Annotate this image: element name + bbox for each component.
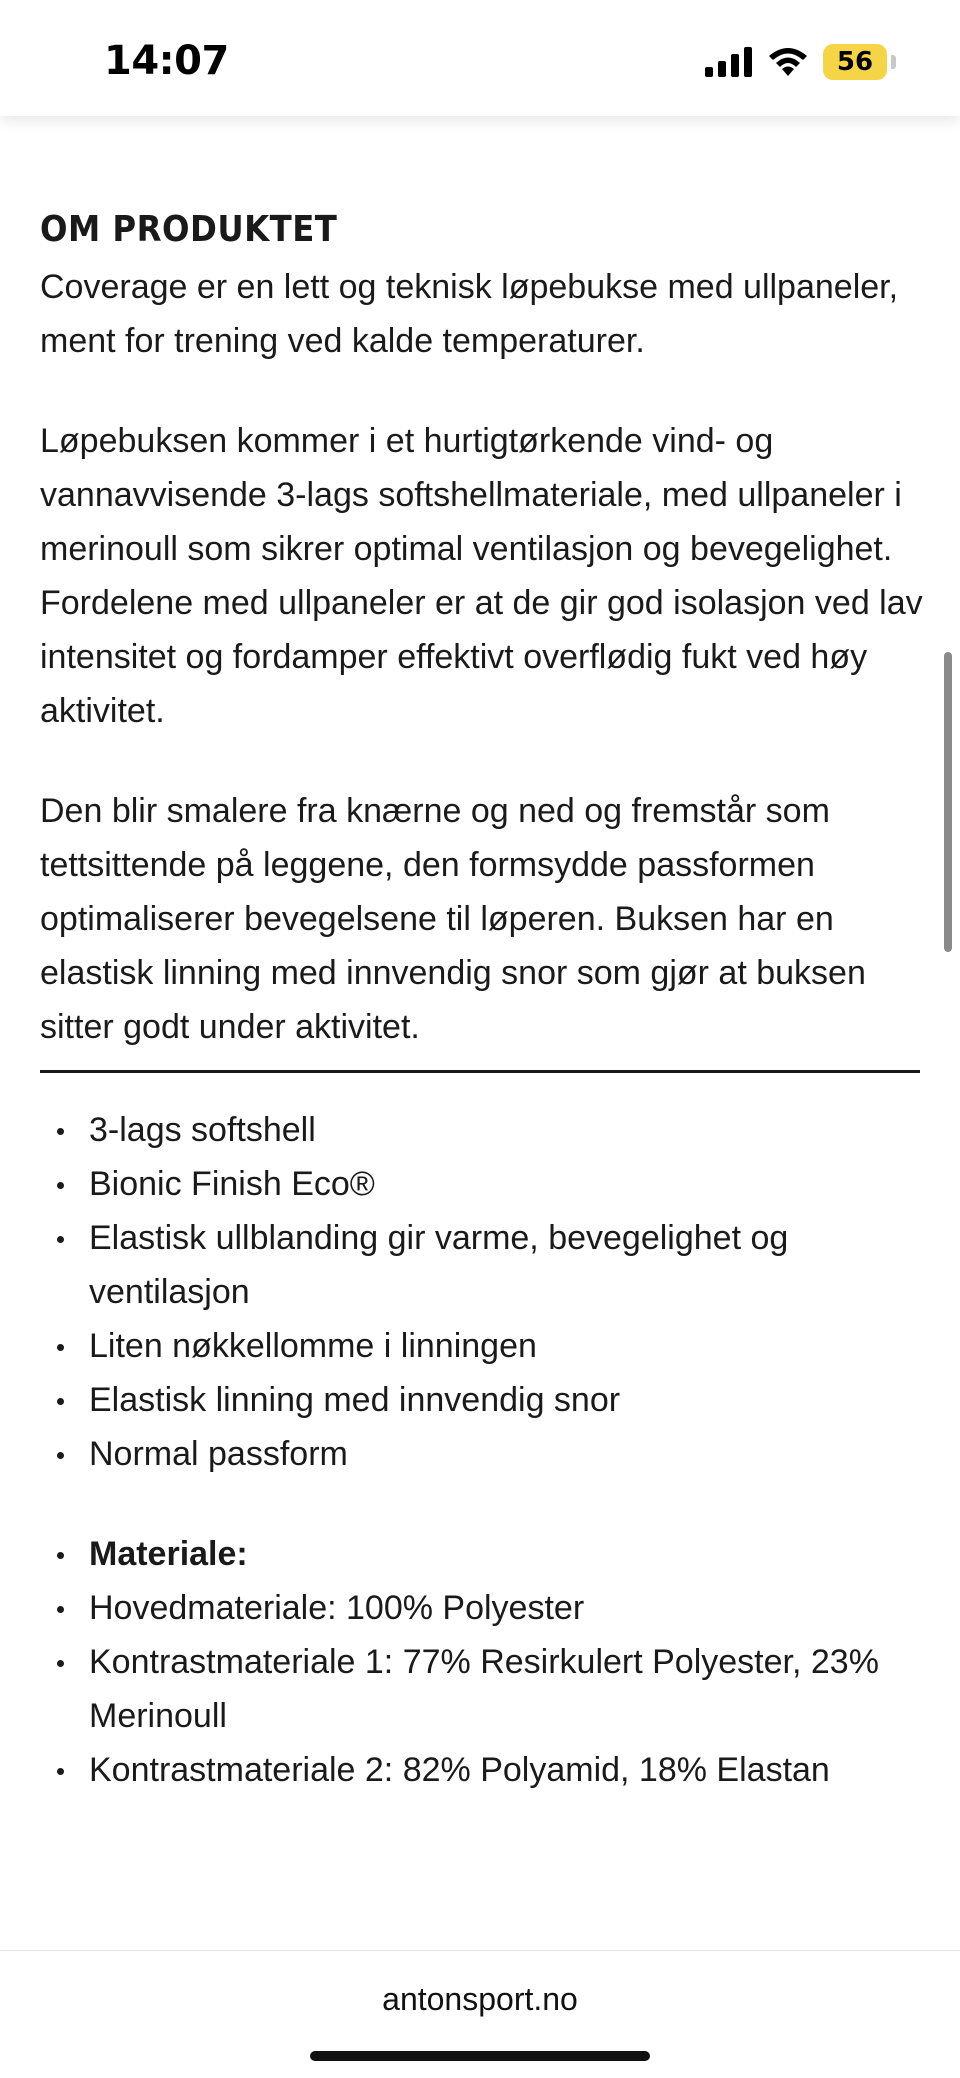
status-bar [0, 0, 960, 116]
section-title: OM PRODUKTET [40, 209, 338, 250]
material-item: Hovedmateriale: 100% Polyester [40, 1581, 920, 1635]
url-address[interactable]: antonsport.no [382, 1981, 578, 2017]
feature-item: 3-lags softshell [40, 1103, 920, 1157]
status-time: 14:07 [104, 38, 229, 84]
battery-level: 56 [836, 47, 874, 77]
home-indicator[interactable] [310, 2051, 650, 2061]
feature-item: Elastisk ullblanding gir varme, bevegelighet og ventilasjon [40, 1211, 920, 1319]
product-description [40, 190, 923, 1797]
list-spacer [40, 1481, 920, 1527]
feature-item: Liten nøkkellomme i linningen [40, 1319, 920, 1373]
scrollbar[interactable] [944, 652, 952, 952]
divider [40, 1070, 920, 1073]
description-paragraph: Den blir smalere fra knærne og ned og fremstår som tettsittende på leggene, den formsydde passformen optimaliserer bevegelsene til løperen. Buksen har en elastisk linning med innvendig snor som gjør at buksen sitter godt under aktivitet. [40, 792, 866, 1046]
feature-list [40, 1103, 920, 1481]
cellular-signal-icon [705, 47, 753, 77]
feature-item: Bionic Finish Eco® [40, 1157, 920, 1211]
description-paragraph: Løpebuksen kommer i et hurtigtørkende vind- og vannavvisende 3-lags softshellmateriale, med ullpaneler i merinoull som sikrer optimal ventilasjon og bevegelighet. Fordelene med ullpaneler er at de gir god isolasjon ved lav intensitet og fordamper effektivt overflødig fukt ved høy aktivitet. [40, 422, 923, 730]
battery-tail [891, 55, 896, 69]
material-item: Kontrastmateriale 1: 77% Resirkulert Polyester, 23% Merinoull [40, 1635, 920, 1743]
status-icons [705, 44, 896, 80]
battery-icon [823, 44, 887, 80]
description-paragraph: Coverage er en lett og teknisk løpebukse med ullpaneler, ment for trening ved kalde temperaturer. [40, 268, 899, 360]
material-item: Kontrastmateriale 2: 82% Polyamid, 18% Elastan [40, 1743, 920, 1797]
feature-item: Normal passform [40, 1427, 920, 1481]
wifi-icon [767, 46, 809, 78]
material-heading: Materiale: [40, 1527, 920, 1581]
material-list [40, 1527, 920, 1797]
feature-item: Elastisk linning med innvendig snor [40, 1373, 920, 1427]
browser-bottom-bar [0, 1950, 960, 2078]
